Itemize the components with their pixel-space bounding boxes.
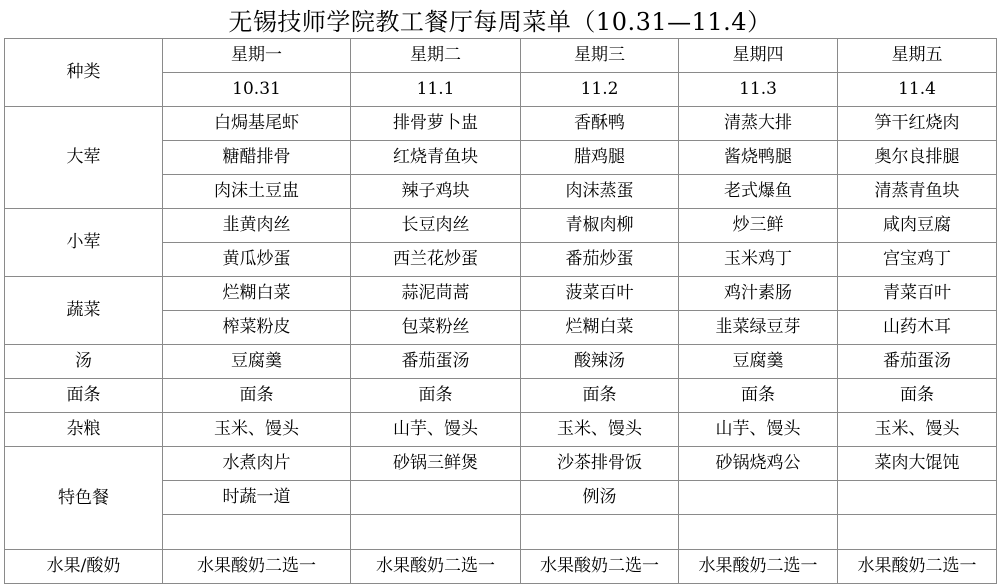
dish-cell [838,481,997,515]
dish-cell: 糖醋排骨 [163,141,351,175]
page-title: 无锡技师学院教工餐厅每周菜单（10.31—11.4） [228,7,772,36]
dish-cell [679,515,838,550]
dish-cell: 韭菜绿豆芽 [679,311,838,345]
date-fri: 11.4 [838,73,997,107]
dish-cell: 宫宝鸡丁 [838,243,997,277]
dish-cell: 山芋、馒头 [679,413,838,447]
dish-cell: 奥尔良排腿 [838,141,997,175]
dish-cell: 辣子鸡块 [351,175,521,209]
dish-cell: 老式爆鱼 [679,175,838,209]
date-wed: 11.2 [521,73,679,107]
dish-cell: 水果酸奶二选一 [521,550,679,584]
dish-cell: 榨菜粉皮 [163,311,351,345]
dish-cell [351,515,521,550]
dish-cell: 酱烧鸭腿 [679,141,838,175]
dish-cell: 西兰花炒蛋 [351,243,521,277]
dish-cell: 青菜百叶 [838,277,997,311]
category-zaliang: 杂粮 [5,413,163,447]
category-header: 种类 [5,39,163,107]
dish-cell: 山芋、馒头 [351,413,521,447]
day-header-tue: 星期二 [351,39,521,73]
category-tesecan: 特色餐 [5,447,163,550]
dish-cell: 腊鸡腿 [521,141,679,175]
table-row [5,209,997,243]
dish-cell: 清蒸青鱼块 [838,175,997,209]
dish-cell: 香酥鸭 [521,107,679,141]
dish-cell: 玉米、馒头 [163,413,351,447]
dish-cell: 烂糊白菜 [521,311,679,345]
dish-cell: 番茄蛋汤 [838,345,997,379]
dish-cell: 玉米鸡丁 [679,243,838,277]
table-row [5,447,997,481]
category-tang: 汤 [5,345,163,379]
dish-cell: 豆腐羹 [679,345,838,379]
table-row [5,345,997,379]
dish-cell: 肉沫蒸蛋 [521,175,679,209]
dish-cell: 鸡汁素肠 [679,277,838,311]
dish-cell: 例汤 [521,481,679,515]
dish-cell: 韭黄肉丝 [163,209,351,243]
dish-cell: 菜肉大馄饨 [838,447,997,481]
dish-cell: 豆腐羹 [163,345,351,379]
dish-cell: 玉米、馒头 [521,413,679,447]
dish-cell: 白焗基尾虾 [163,107,351,141]
day-header-wed: 星期三 [521,39,679,73]
dish-cell: 面条 [838,379,997,413]
date-tue: 11.1 [351,73,521,107]
dish-cell [163,515,351,550]
dish-cell: 肉沫土豆盅 [163,175,351,209]
dish-cell: 蒜泥茼蒿 [351,277,521,311]
table-row [5,550,997,584]
table-row [5,107,997,141]
dish-cell: 黄瓜炒蛋 [163,243,351,277]
dish-cell [679,481,838,515]
dish-cell: 面条 [521,379,679,413]
table-row [5,379,997,413]
dish-cell: 笋干红烧肉 [838,107,997,141]
dish-cell: 炒三鲜 [679,209,838,243]
dish-cell: 水果酸奶二选一 [163,550,351,584]
category-dahun: 大荤 [5,107,163,209]
dish-cell: 砂锅三鲜煲 [351,447,521,481]
dish-cell: 清蒸大排 [679,107,838,141]
dish-cell: 山药木耳 [838,311,997,345]
dish-cell: 酸辣汤 [521,345,679,379]
dish-cell: 包菜粉丝 [351,311,521,345]
dish-cell: 青椒肉柳 [521,209,679,243]
category-xiaohun: 小荤 [5,209,163,277]
dish-cell: 水煮肉片 [163,447,351,481]
day-header-thu: 星期四 [679,39,838,73]
category-shucai: 蔬菜 [5,277,163,345]
dish-cell: 面条 [163,379,351,413]
dish-cell: 水果酸奶二选一 [679,550,838,584]
date-thu: 11.3 [679,73,838,107]
dish-cell: 玉米、馒头 [838,413,997,447]
table-row [5,413,997,447]
date-mon: 10.31 [163,73,351,107]
dish-cell: 沙茶排骨饭 [521,447,679,481]
day-header-fri: 星期五 [838,39,997,73]
dish-cell: 番茄炒蛋 [521,243,679,277]
table-row-days [5,39,997,73]
weekly-menu-table [4,38,997,584]
dish-cell: 面条 [351,379,521,413]
dish-cell: 砂锅烧鸡公 [679,447,838,481]
dish-cell [521,515,679,550]
dish-cell: 水果酸奶二选一 [838,550,997,584]
dish-cell: 咸肉豆腐 [838,209,997,243]
category-shuiguo: 水果/酸奶 [5,550,163,584]
dish-cell: 排骨萝卜盅 [351,107,521,141]
dish-cell: 时蔬一道 [163,481,351,515]
dish-cell: 番茄蛋汤 [351,345,521,379]
dish-cell: 烂糊白菜 [163,277,351,311]
dish-cell [351,481,521,515]
dish-cell: 长豆肉丝 [351,209,521,243]
dish-cell: 菠菜百叶 [521,277,679,311]
dish-cell: 红烧青鱼块 [351,141,521,175]
dish-cell: 水果酸奶二选一 [351,550,521,584]
table-row [5,277,997,311]
dish-cell: 面条 [679,379,838,413]
day-header-mon: 星期一 [163,39,351,73]
category-miantiao: 面条 [5,379,163,413]
dish-cell [838,515,997,550]
